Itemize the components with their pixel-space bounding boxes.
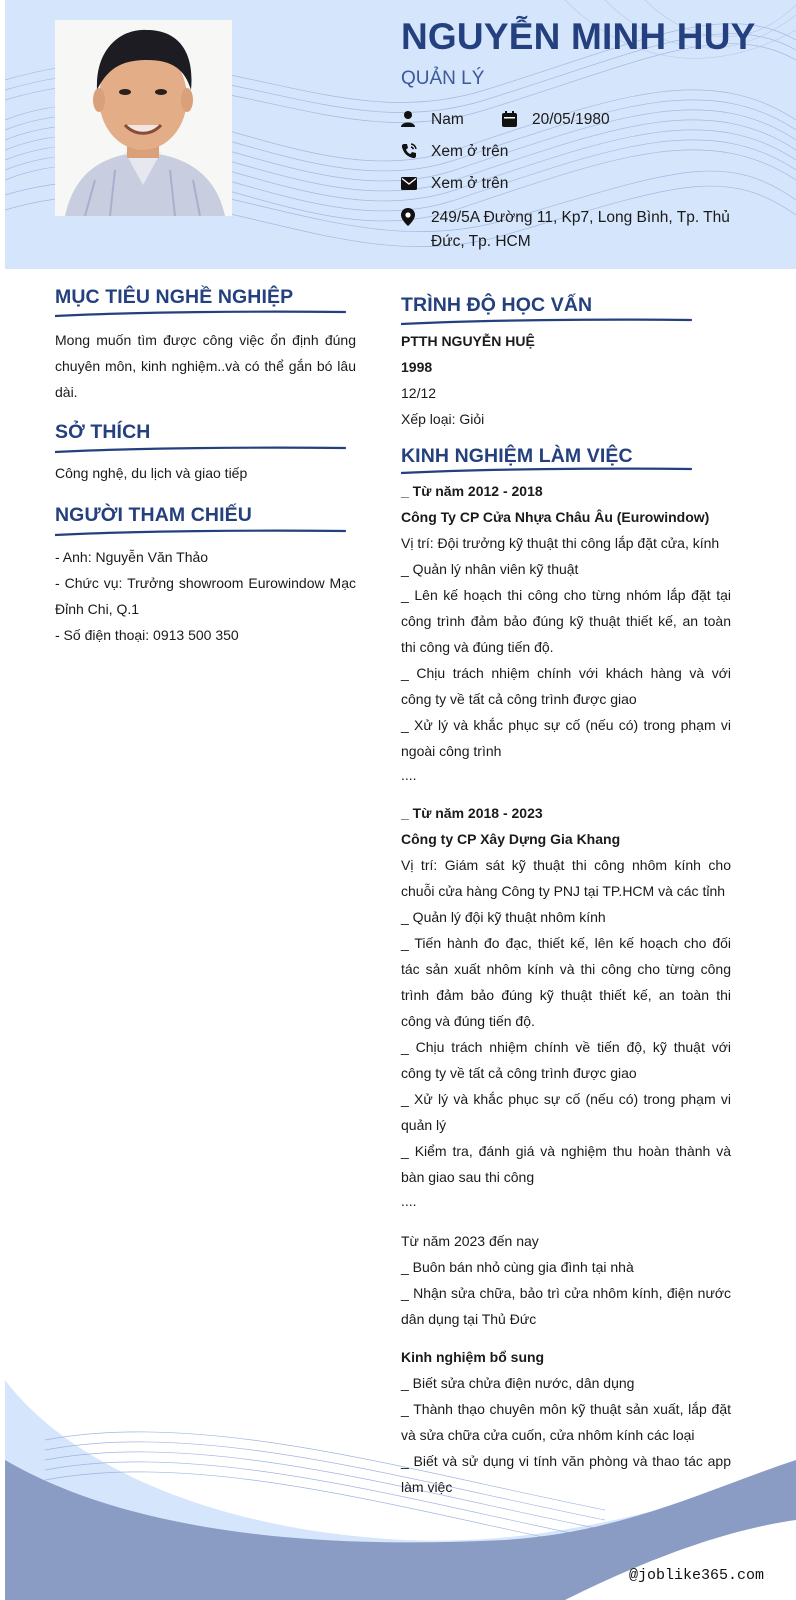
phone-row (401, 140, 508, 164)
job2-duty-2: _ Tiến hành đo đạc, thiết kế, lên kế hoạch cho đối tác sản xuất nhôm kính và thi công cho từng công trình đảm bảo đúng kỹ thuật thiết kế, an toàn thi công và đúng tiến độ. (401, 935, 731, 1029)
education-grade: 12/12 (401, 385, 437, 401)
job2-duty-5: _ Kiểm tra, đánh giá và nghiệm thu hoàn thành và bàn giao sau thi công (401, 1143, 731, 1185)
extra-title: Kinh nghiệm bổ sung (401, 1349, 545, 1365)
gender-value: Nam (431, 111, 464, 128)
job1-duty-2: _ Lên kế hoạch thi công cho từng nhóm lắp đặt tại công trình đảm bảo đúng kỹ thuật thiết kế, an toàn thi công và đúng tiến độ. (401, 587, 731, 655)
job2-period: _ Từ năm 2018 - 2023 (401, 805, 543, 821)
candidate-name: NGUYỄN MINH HUY (401, 16, 756, 57)
education-underline (401, 318, 701, 326)
references-underline (55, 529, 355, 537)
objective-underline (55, 310, 355, 318)
job2-duty-1: _ Quản lý đội kỹ thuật nhôm kính (401, 909, 606, 925)
email-icon (401, 172, 431, 194)
job2-duty-4: _ Xử lý và khắc phục sự cố (nếu có) trong phạm vi quản lý (401, 1091, 731, 1133)
education-year: 1998 (401, 359, 433, 375)
extra-duty-1: _ Biết sửa chửa điện nước, dân dụng (401, 1375, 635, 1391)
reference-name: - Anh: Nguyễn Văn Thảo (55, 549, 209, 565)
hobbies-text: Công nghệ, du lịch và giao tiếp (55, 465, 248, 481)
reference-phone: - Số điện thoại: 0913 500 350 (55, 627, 239, 643)
education-rank: Xếp loại: Giỏi (401, 411, 485, 427)
job2-company: Công ty CP Xây Dựng Gia Khang (401, 831, 621, 847)
job2-more: .... (401, 1193, 417, 1209)
candidate-role: QUẢN LÝ (401, 68, 485, 89)
job1-duty-3: _ Chịu trách nhiệm chính với khách hàng và với công ty về tất cả công trình được giao (401, 665, 731, 707)
extra-duty-2: _ Thành thạo chuyên môn kỹ thuật sản xuất, lắp đặt và sửa chữa cửa cuốn, cửa nhôm kính các loại (401, 1401, 731, 1443)
calendar-icon (502, 108, 532, 130)
birthday-value: 20/05/1980 (532, 111, 610, 128)
gender-row (401, 108, 464, 132)
education-school: PTTH NGUYỄN HUỆ (401, 333, 535, 349)
cv-page (5, 0, 796, 1600)
address-value: 249/5A Đường 11, Kp7, Long Bình, Tp. Thủ Đức, Tp. HCM (431, 209, 730, 250)
experience-title: KINH NGHIỆM LÀM VIỆC (401, 445, 633, 467)
extra-duty-3: _ Biết và sử dụng vi tính văn phòng và thao tác app làm việc (401, 1453, 731, 1495)
references-title: NGƯỜI THAM CHIẾU (55, 504, 252, 526)
objective-text: Mong muốn tìm được công việc ổn định đúng chuyên môn, kinh nghiệm..và có thể gắn bó lâu dài. (55, 332, 356, 400)
user-icon (401, 108, 431, 130)
phone-icon (401, 140, 431, 162)
education-title: TRÌNH ĐỘ HỌC VẤN (401, 294, 593, 316)
job3-duty-2: _ Nhận sửa chữa, bảo trì cửa nhôm kính, điện nước dân dụng tại Thủ Đức (401, 1285, 731, 1327)
hobbies-underline (55, 446, 355, 454)
job1-company: Công Ty CP Cửa Nhựa Châu Âu (Eurowindow) (401, 509, 710, 525)
location-icon (401, 206, 431, 228)
email-row (401, 172, 508, 196)
job1-duty-4: _ Xử lý và khắc phục sự cố (nếu có) trong phạm vi ngoài công trình (401, 717, 731, 759)
job1-duty-1: _ Quản lý nhân viên kỹ thuật (401, 561, 579, 577)
job1-position: Vị trí: Đội trưởng kỹ thuật thi công lắp đặt cửa, kính (401, 535, 720, 551)
job2-position: Vị trí: Giám sát kỹ thuật thi công nhôm kính cho chuỗi cửa hàng Công ty PNJ tại TP.HCM và các tỉnh (401, 857, 731, 899)
objective-title: MỤC TIÊU NGHỀ NGHIỆP (55, 286, 294, 308)
job1-more: .... (401, 767, 417, 783)
job3-period: Từ năm 2023 đến nay (401, 1233, 539, 1249)
job1-period: _ Từ năm 2012 - 2018 (401, 483, 543, 499)
job3-duty-1: _ Buôn bán nhỏ cùng gia đình tại nhà (401, 1259, 634, 1275)
birthday-row (502, 108, 610, 132)
address-row (401, 206, 761, 254)
profile-photo (55, 20, 232, 216)
reference-position: - Chức vụ: Trưởng showroom Eurowindow Mạc Đỉnh Chi, Q.1 (55, 575, 356, 617)
phone-value: Xem ở trên (431, 143, 509, 160)
experience-underline (401, 467, 701, 475)
site-credit: @joblike365.com (628, 1567, 764, 1584)
hobbies-title: SỞ THÍCH (55, 421, 151, 443)
job2-duty-3: _ Chịu trách nhiệm chính về tiến độ, kỹ thuật với công ty về tất cả công trình được giao (401, 1039, 731, 1081)
email-value: Xem ở trên (431, 175, 509, 192)
cv-header (5, 0, 796, 269)
